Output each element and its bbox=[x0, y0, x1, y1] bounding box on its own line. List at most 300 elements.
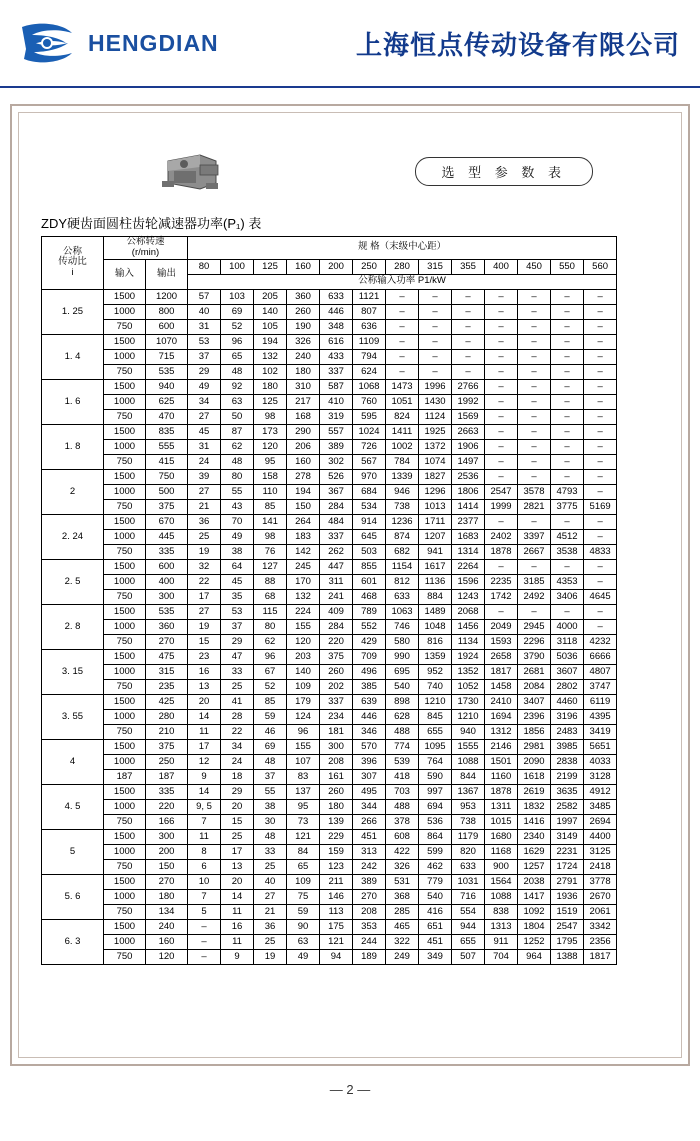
cell-power: 534 bbox=[353, 499, 386, 514]
cell-power: – bbox=[452, 349, 485, 364]
cell-power: 4395 bbox=[584, 709, 617, 724]
cell-power: 15 bbox=[221, 814, 254, 829]
cell-power: 337 bbox=[320, 364, 353, 379]
cell-power: 63 bbox=[287, 934, 320, 949]
cell-power: 36 bbox=[188, 514, 221, 529]
cell-ratio: 5. 6 bbox=[42, 874, 104, 919]
cell-power: 11 bbox=[221, 934, 254, 949]
cell-power: 98 bbox=[254, 409, 287, 424]
table-row bbox=[42, 364, 617, 379]
cell-power: 137 bbox=[287, 784, 320, 799]
cell-power: 353 bbox=[353, 919, 386, 934]
cell-ratio: 4 bbox=[42, 739, 104, 784]
cell-power: 807 bbox=[353, 304, 386, 319]
header-output: 输出 bbox=[146, 259, 188, 289]
cell-power: 1827 bbox=[419, 469, 452, 484]
cell-input-speed: 750 bbox=[104, 319, 146, 334]
header-size-100: 100 bbox=[221, 259, 254, 274]
cell-power: 20 bbox=[221, 874, 254, 889]
cell-power: 1168 bbox=[485, 844, 518, 859]
cell-power: – bbox=[485, 364, 518, 379]
cell-power: 48 bbox=[254, 754, 287, 769]
cell-ratio: 1. 8 bbox=[42, 424, 104, 469]
cell-power: 41 bbox=[221, 694, 254, 709]
cell-power: 946 bbox=[386, 484, 419, 499]
cell-power: 94 bbox=[320, 949, 353, 964]
company-name: 上海恒点传动设备有限公司 bbox=[355, 29, 680, 60]
cell-power: 416 bbox=[419, 904, 452, 919]
cell-power: 1095 bbox=[419, 739, 452, 754]
cell-input-speed: 750 bbox=[104, 724, 146, 739]
cell-ratio: 1. 25 bbox=[42, 289, 104, 334]
cell-power: 208 bbox=[353, 904, 386, 919]
cell-output-speed: 210 bbox=[146, 724, 188, 739]
cell-power: 1092 bbox=[518, 904, 551, 919]
cell-power: 3485 bbox=[584, 799, 617, 814]
cell-power: 11 bbox=[188, 724, 221, 739]
header-size-80: 80 bbox=[188, 259, 221, 274]
cell-power: 2492 bbox=[518, 589, 551, 604]
cell-power: 180 bbox=[254, 379, 287, 394]
cell-power: 1617 bbox=[419, 559, 452, 574]
table-row bbox=[42, 484, 617, 499]
cell-power: 22 bbox=[188, 574, 221, 589]
cell-power: 53 bbox=[221, 604, 254, 619]
cell-power: 18 bbox=[221, 769, 254, 784]
cell-output-speed: 150 bbox=[146, 859, 188, 874]
cell-power: 952 bbox=[419, 664, 452, 679]
cell-power: 779 bbox=[419, 874, 452, 889]
cell-power: 694 bbox=[419, 799, 452, 814]
cell-power: 446 bbox=[353, 709, 386, 724]
cell-output-speed: 300 bbox=[146, 829, 188, 844]
cell-power: 1352 bbox=[452, 664, 485, 679]
cell-power: 31 bbox=[188, 439, 221, 454]
cell-ratio: 2. 5 bbox=[42, 559, 104, 604]
cell-output-speed: 715 bbox=[146, 349, 188, 364]
table-row bbox=[42, 619, 617, 634]
cell-power: – bbox=[551, 514, 584, 529]
cell-power: 447 bbox=[320, 559, 353, 574]
cell-power: 50 bbox=[221, 409, 254, 424]
cell-output-speed: 625 bbox=[146, 394, 188, 409]
cell-power: 2068 bbox=[452, 604, 485, 619]
cell-power: – bbox=[518, 334, 551, 349]
cell-power: – bbox=[518, 304, 551, 319]
cell-power: 820 bbox=[452, 844, 485, 859]
cell-power: 1680 bbox=[485, 829, 518, 844]
cell-power: 1817 bbox=[485, 664, 518, 679]
cell-power: – bbox=[551, 439, 584, 454]
cell-power: 194 bbox=[287, 484, 320, 499]
cell-power: 155 bbox=[287, 619, 320, 634]
header-size-200: 200 bbox=[320, 259, 353, 274]
cell-output-speed: 375 bbox=[146, 739, 188, 754]
cell-power: 28 bbox=[221, 709, 254, 724]
cell-power: 113 bbox=[320, 904, 353, 919]
cell-power: 4000 bbox=[551, 619, 584, 634]
cell-power: – bbox=[584, 619, 617, 634]
cell-power: 96 bbox=[287, 724, 320, 739]
cell-power: 655 bbox=[452, 934, 485, 949]
cell-power: 1257 bbox=[518, 859, 551, 874]
cell-power: 2483 bbox=[551, 724, 584, 739]
cell-power: 59 bbox=[287, 904, 320, 919]
cell-power: 4512 bbox=[551, 529, 584, 544]
cell-power: 84 bbox=[287, 844, 320, 859]
brand-block bbox=[16, 17, 316, 69]
cell-power: 159 bbox=[320, 844, 353, 859]
cell-power: 125 bbox=[254, 394, 287, 409]
header-row-1 bbox=[42, 237, 617, 260]
cell-output-speed: 670 bbox=[146, 514, 188, 529]
cell-power: 11 bbox=[221, 904, 254, 919]
cell-power: – bbox=[485, 289, 518, 304]
cell-power: 418 bbox=[386, 769, 419, 784]
cell-power: 1134 bbox=[452, 634, 485, 649]
header-row-2 bbox=[42, 259, 617, 274]
cell-power: – bbox=[188, 934, 221, 949]
cell-power: – bbox=[551, 364, 584, 379]
cell-power: 3607 bbox=[551, 664, 584, 679]
cell-power: 4033 bbox=[584, 754, 617, 769]
cell-output-speed: 280 bbox=[146, 709, 188, 724]
cell-power: 40 bbox=[254, 874, 287, 889]
header-power-group: 公称输入功率 P1/kW bbox=[188, 274, 617, 289]
cell-power: 953 bbox=[452, 799, 485, 814]
cell-output-speed: 535 bbox=[146, 364, 188, 379]
cell-power: – bbox=[584, 604, 617, 619]
cell-power: 3419 bbox=[584, 724, 617, 739]
cell-power: 496 bbox=[353, 664, 386, 679]
cell-power: 1999 bbox=[485, 499, 518, 514]
cell-power: 14 bbox=[221, 889, 254, 904]
header-spec-group: 规 格（末级中心距） bbox=[188, 237, 617, 260]
cell-power: 13 bbox=[221, 859, 254, 874]
cell-power: 964 bbox=[518, 949, 551, 964]
cell-power: 80 bbox=[254, 619, 287, 634]
cell-power: 49 bbox=[188, 379, 221, 394]
cell-power: 1569 bbox=[452, 409, 485, 424]
cell-power: 465 bbox=[386, 919, 419, 934]
cell-power: 43 bbox=[221, 499, 254, 514]
table-row bbox=[42, 529, 617, 544]
cell-power: 1048 bbox=[419, 619, 452, 634]
table-row bbox=[42, 289, 617, 304]
cell-power: 140 bbox=[254, 304, 287, 319]
cell-input-speed: 750 bbox=[104, 499, 146, 514]
cell-power: 1063 bbox=[386, 604, 419, 619]
table-row bbox=[42, 649, 617, 664]
cell-power: 539 bbox=[386, 754, 419, 769]
cell-power: 433 bbox=[320, 349, 353, 364]
table-row bbox=[42, 304, 617, 319]
cell-power: – bbox=[551, 349, 584, 364]
cell-power: 375 bbox=[320, 649, 353, 664]
cell-power: 2663 bbox=[452, 424, 485, 439]
cell-power: 740 bbox=[419, 679, 452, 694]
table-row bbox=[42, 349, 617, 364]
cell-power: – bbox=[584, 379, 617, 394]
content-frame-inner bbox=[18, 112, 682, 1058]
cell-power: 4645 bbox=[584, 589, 617, 604]
cell-power: – bbox=[485, 304, 518, 319]
cell-power: 319 bbox=[320, 409, 353, 424]
cell-output-speed: 400 bbox=[146, 574, 188, 589]
table-row bbox=[42, 559, 617, 574]
content-frame-outer bbox=[10, 104, 690, 1066]
cell-power: 5 bbox=[188, 904, 221, 919]
cell-power: 322 bbox=[386, 934, 419, 949]
cell-power: 211 bbox=[320, 874, 353, 889]
cell-ratio: 4. 5 bbox=[42, 784, 104, 829]
cell-power: 65 bbox=[221, 349, 254, 364]
table-caption: ZDY硬齿面圆柱齿轮减速器功率(P₁) 表 bbox=[41, 216, 262, 231]
cell-power: 5169 bbox=[584, 499, 617, 514]
cell-power: 2670 bbox=[584, 889, 617, 904]
cell-power: 601 bbox=[353, 574, 386, 589]
header-size-550: 550 bbox=[551, 259, 584, 274]
cell-power: 580 bbox=[386, 634, 419, 649]
table-row bbox=[42, 514, 617, 529]
cell-power: 684 bbox=[353, 484, 386, 499]
cell-input-speed: 1000 bbox=[104, 889, 146, 904]
table-row bbox=[42, 334, 617, 349]
cell-power: 645 bbox=[353, 529, 386, 544]
cell-power: 92 bbox=[221, 379, 254, 394]
cell-power: 2658 bbox=[485, 649, 518, 664]
cell-power: 1497 bbox=[452, 454, 485, 469]
cell-power: 19 bbox=[188, 619, 221, 634]
cell-power: 446 bbox=[320, 304, 353, 319]
cell-power: 67 bbox=[254, 664, 287, 679]
cell-power: 260 bbox=[320, 784, 353, 799]
cell-power: 189 bbox=[353, 949, 386, 964]
header-size-315: 315 bbox=[419, 259, 452, 274]
cell-power: 19 bbox=[188, 544, 221, 559]
cell-power: 95 bbox=[287, 799, 320, 814]
cell-power: – bbox=[551, 304, 584, 319]
cell-power: 422 bbox=[386, 844, 419, 859]
cell-power: 1210 bbox=[419, 694, 452, 709]
cell-power: 507 bbox=[452, 949, 485, 964]
table-row bbox=[42, 949, 617, 964]
cell-input-speed: 1000 bbox=[104, 439, 146, 454]
cell-input-speed: 750 bbox=[104, 679, 146, 694]
cell-power: – bbox=[518, 409, 551, 424]
cell-power: 845 bbox=[419, 709, 452, 724]
cell-power: 313 bbox=[353, 844, 386, 859]
cell-power: 1925 bbox=[419, 424, 452, 439]
cell-power: 1473 bbox=[386, 379, 419, 394]
cell-power: – bbox=[419, 334, 452, 349]
cell-power: 17 bbox=[188, 589, 221, 604]
cell-power: 599 bbox=[419, 844, 452, 859]
cell-power: 52 bbox=[254, 679, 287, 694]
cell-input-speed: 1000 bbox=[104, 529, 146, 544]
cell-power: 242 bbox=[353, 859, 386, 874]
cell-power: 1906 bbox=[452, 439, 485, 454]
cell-power: 348 bbox=[320, 319, 353, 334]
cell-power: 4793 bbox=[551, 484, 584, 499]
cell-power: 140 bbox=[287, 664, 320, 679]
cell-output-speed: 235 bbox=[146, 679, 188, 694]
header-speed: 公称转速 (r/min) bbox=[104, 237, 188, 260]
gearbox-icon bbox=[160, 147, 224, 195]
cell-input-speed: 1000 bbox=[104, 394, 146, 409]
cell-power: 3125 bbox=[584, 844, 617, 859]
cell-power: 554 bbox=[452, 904, 485, 919]
cell-power: 2536 bbox=[452, 469, 485, 484]
cell-power: – bbox=[452, 334, 485, 349]
cell-power: 229 bbox=[320, 829, 353, 844]
cell-power: 120 bbox=[287, 634, 320, 649]
cell-power: 2945 bbox=[518, 619, 551, 634]
cell-power: – bbox=[485, 454, 518, 469]
cell-power: 587 bbox=[320, 379, 353, 394]
cell-input-speed: 750 bbox=[104, 454, 146, 469]
cell-power: 158 bbox=[254, 469, 287, 484]
cell-power: – bbox=[386, 319, 419, 334]
cell-power: 3578 bbox=[518, 484, 551, 499]
cell-power: 202 bbox=[320, 679, 353, 694]
cell-power: – bbox=[386, 334, 419, 349]
cell-power: 789 bbox=[353, 604, 386, 619]
cell-ratio: 3. 55 bbox=[42, 694, 104, 739]
cell-power: 96 bbox=[254, 649, 287, 664]
cell-power: 911 bbox=[485, 934, 518, 949]
cell-power: 704 bbox=[485, 949, 518, 964]
cell-power: 103 bbox=[221, 289, 254, 304]
cell-output-speed: 335 bbox=[146, 544, 188, 559]
cell-power: 1456 bbox=[452, 619, 485, 634]
cell-power: 24 bbox=[188, 454, 221, 469]
cell-power: 132 bbox=[287, 589, 320, 604]
cell-power: 48 bbox=[254, 829, 287, 844]
cell-power: 1031 bbox=[452, 874, 485, 889]
cell-power: 2547 bbox=[551, 919, 584, 934]
cell-power: 3985 bbox=[551, 739, 584, 754]
cell-power: – bbox=[188, 919, 221, 934]
cell-power: 52 bbox=[221, 319, 254, 334]
cell-input-speed: 1500 bbox=[104, 334, 146, 349]
cell-power: 15 bbox=[188, 634, 221, 649]
cell-input-speed: 1500 bbox=[104, 919, 146, 934]
header-size-125: 125 bbox=[254, 259, 287, 274]
cell-power: 49 bbox=[221, 529, 254, 544]
cell-power: – bbox=[485, 559, 518, 574]
cell-power: – bbox=[485, 394, 518, 409]
cell-power: 37 bbox=[254, 769, 287, 784]
cell-power: – bbox=[485, 379, 518, 394]
cell-power: 864 bbox=[419, 829, 452, 844]
cell-power: 14 bbox=[188, 709, 221, 724]
cell-power: 1593 bbox=[485, 634, 518, 649]
cell-power: 1243 bbox=[452, 589, 485, 604]
cell-power: 300 bbox=[320, 739, 353, 754]
cell-power: 898 bbox=[386, 694, 419, 709]
cell-power: – bbox=[386, 364, 419, 379]
header-size-160: 160 bbox=[287, 259, 320, 274]
cell-power: 260 bbox=[320, 664, 353, 679]
cell-power: 39 bbox=[188, 469, 221, 484]
cell-power: 2821 bbox=[518, 499, 551, 514]
cell-input-speed: 1500 bbox=[104, 874, 146, 889]
cell-power: 570 bbox=[353, 739, 386, 754]
cell-power: 75 bbox=[287, 889, 320, 904]
cell-output-speed: 240 bbox=[146, 919, 188, 934]
header-size-450: 450 bbox=[518, 259, 551, 274]
cell-power: 23 bbox=[188, 649, 221, 664]
cell-input-speed: 750 bbox=[104, 364, 146, 379]
cell-power: 567 bbox=[353, 454, 386, 469]
cell-power: 900 bbox=[485, 859, 518, 874]
cell-power: 816 bbox=[419, 634, 452, 649]
cell-power: 115 bbox=[254, 604, 287, 619]
cell-power: – bbox=[419, 319, 452, 334]
cell-input-speed: 750 bbox=[104, 544, 146, 559]
cell-power: 85 bbox=[254, 694, 287, 709]
cell-power: 65 bbox=[287, 859, 320, 874]
cell-power: 2418 bbox=[584, 859, 617, 874]
table-row bbox=[42, 814, 617, 829]
cell-power: 1314 bbox=[452, 544, 485, 559]
cell-power: 194 bbox=[254, 334, 287, 349]
cell-power: 1002 bbox=[386, 439, 419, 454]
cell-power: 4353 bbox=[551, 574, 584, 589]
cell-output-speed: 187 bbox=[146, 769, 188, 784]
cell-power: – bbox=[551, 409, 584, 424]
cell-power: 2231 bbox=[551, 844, 584, 859]
cell-input-speed: 750 bbox=[104, 409, 146, 424]
cell-power: 53 bbox=[188, 334, 221, 349]
cell-power: 1207 bbox=[419, 529, 452, 544]
cell-power: 1489 bbox=[419, 604, 452, 619]
cell-power: 709 bbox=[353, 649, 386, 664]
cell-power: 29 bbox=[221, 634, 254, 649]
cell-power: 40 bbox=[188, 304, 221, 319]
cell-power: – bbox=[584, 574, 617, 589]
cell-power: 531 bbox=[386, 874, 419, 889]
cell-power: 1806 bbox=[452, 484, 485, 499]
cell-input-speed: 1500 bbox=[104, 829, 146, 844]
cell-power: 19 bbox=[254, 949, 287, 964]
table-row bbox=[42, 724, 617, 739]
cell-power: – bbox=[584, 364, 617, 379]
cell-input-speed: 1000 bbox=[104, 664, 146, 679]
cell-output-speed: 940 bbox=[146, 379, 188, 394]
cell-power: 1555 bbox=[452, 739, 485, 754]
cell-output-speed: 180 bbox=[146, 889, 188, 904]
cell-power: 260 bbox=[287, 304, 320, 319]
cell-power: 1051 bbox=[386, 394, 419, 409]
cell-power: 123 bbox=[320, 859, 353, 874]
cell-power: 150 bbox=[287, 499, 320, 514]
cell-power: 168 bbox=[287, 409, 320, 424]
cell-power: 651 bbox=[419, 919, 452, 934]
cell-power: 121 bbox=[320, 934, 353, 949]
cell-power: 990 bbox=[386, 649, 419, 664]
cell-power: 1742 bbox=[485, 589, 518, 604]
cell-power: 21 bbox=[188, 499, 221, 514]
cell-power: – bbox=[584, 394, 617, 409]
table-head bbox=[42, 237, 617, 290]
cell-power: 68 bbox=[254, 589, 287, 604]
cell-power: 12 bbox=[188, 754, 221, 769]
cell-power: 1088 bbox=[452, 754, 485, 769]
cell-power: 1124 bbox=[419, 409, 452, 424]
cell-power: 608 bbox=[386, 829, 419, 844]
